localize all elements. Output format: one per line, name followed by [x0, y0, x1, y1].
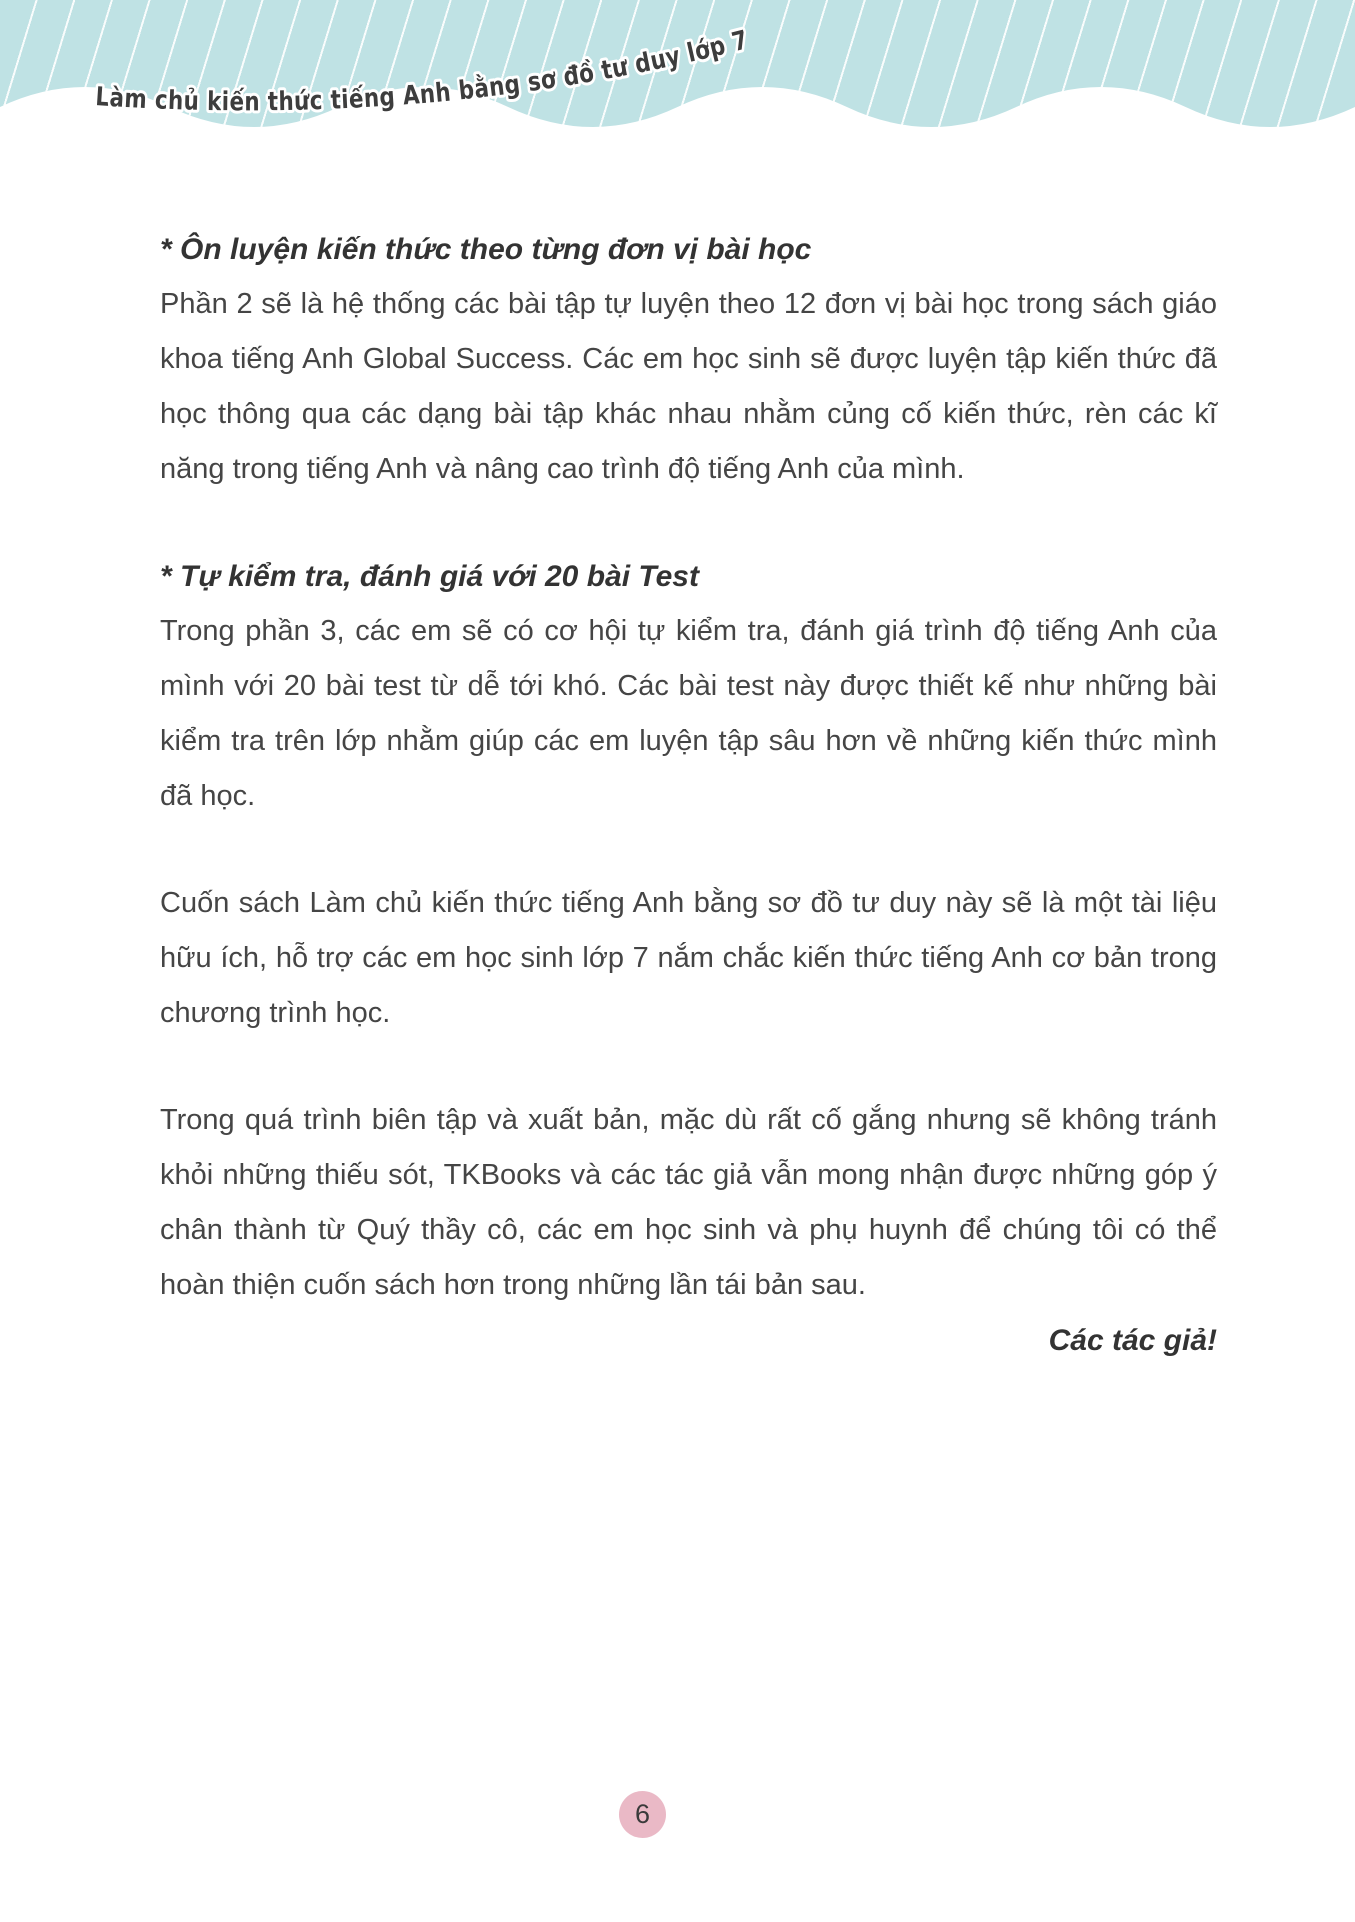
header-title-arc	[55, 0, 875, 150]
conclusion-paragraph: Cuốn sách Làm chủ kiến thức tiếng Anh bằng sơ đồ tư duy này sẽ là một tài liệu hữu ích, hỗ trợ các em học sinh lớp 7 nắm chắc kiến thức tiếng Anh cơ bản trong chương trình học.	[160, 887, 1217, 1029]
apology-paragraph: Trong quá trình biên tập và xuất bản, mặc dù rất cố gắng nhưng sẽ không tránh khỏi những thiếu sót, TKBooks và các tác giả vẫn mong nhận được những góp ý chân thành từ Quý thầy cô, các em học sinh và phụ huynh để chúng tôi có thể hoàn thiện cuốn sách hơn trong những lần tái bản sau.	[160, 1104, 1217, 1301]
authors-signature: Các tác giả!	[1048, 1324, 1217, 1357]
page-content	[160, 222, 1217, 1368]
section2-paragraph: Trong phần 3, các em sẽ có cơ hội tự kiểm tra, đánh giá trình độ tiếng Anh của mình với 20 bài test từ dễ tới khó. Các bài test này được thiết kế như những bài kiểm tra trên lớp nhằm giúp các em luyện tập sâu hơn về những kiến thức mình đã học.	[160, 615, 1217, 812]
section2-heading: * Tự kiểm tra, đánh giá với 20 bài Test	[160, 560, 699, 593]
header-band	[0, 0, 1355, 155]
section1-paragraph: Phần 2 sẽ là hệ thống các bài tập tự luyện theo 12 đơn vị bài học trong sách giáo khoa tiếng Anh Global Success. Các em học sinh sẽ được luyện tập kiến thức đã học thông qua các dạng bài tập khác nhau nhằm củng cố kiến thức, rèn các kĩ năng trong tiếng Anh và nâng cao trình độ tiếng Anh của mình.	[160, 288, 1217, 485]
page-number: 6	[634, 1799, 651, 1829]
header-title-text: Làm chủ kiến thức tiếng Anh bằng sơ đồ tư duy lớp 7	[94, 24, 755, 118]
section1-heading: * Ôn luyện kiến thức theo từng đơn vị bài học	[160, 233, 812, 266]
page-number-badge	[619, 1791, 666, 1838]
